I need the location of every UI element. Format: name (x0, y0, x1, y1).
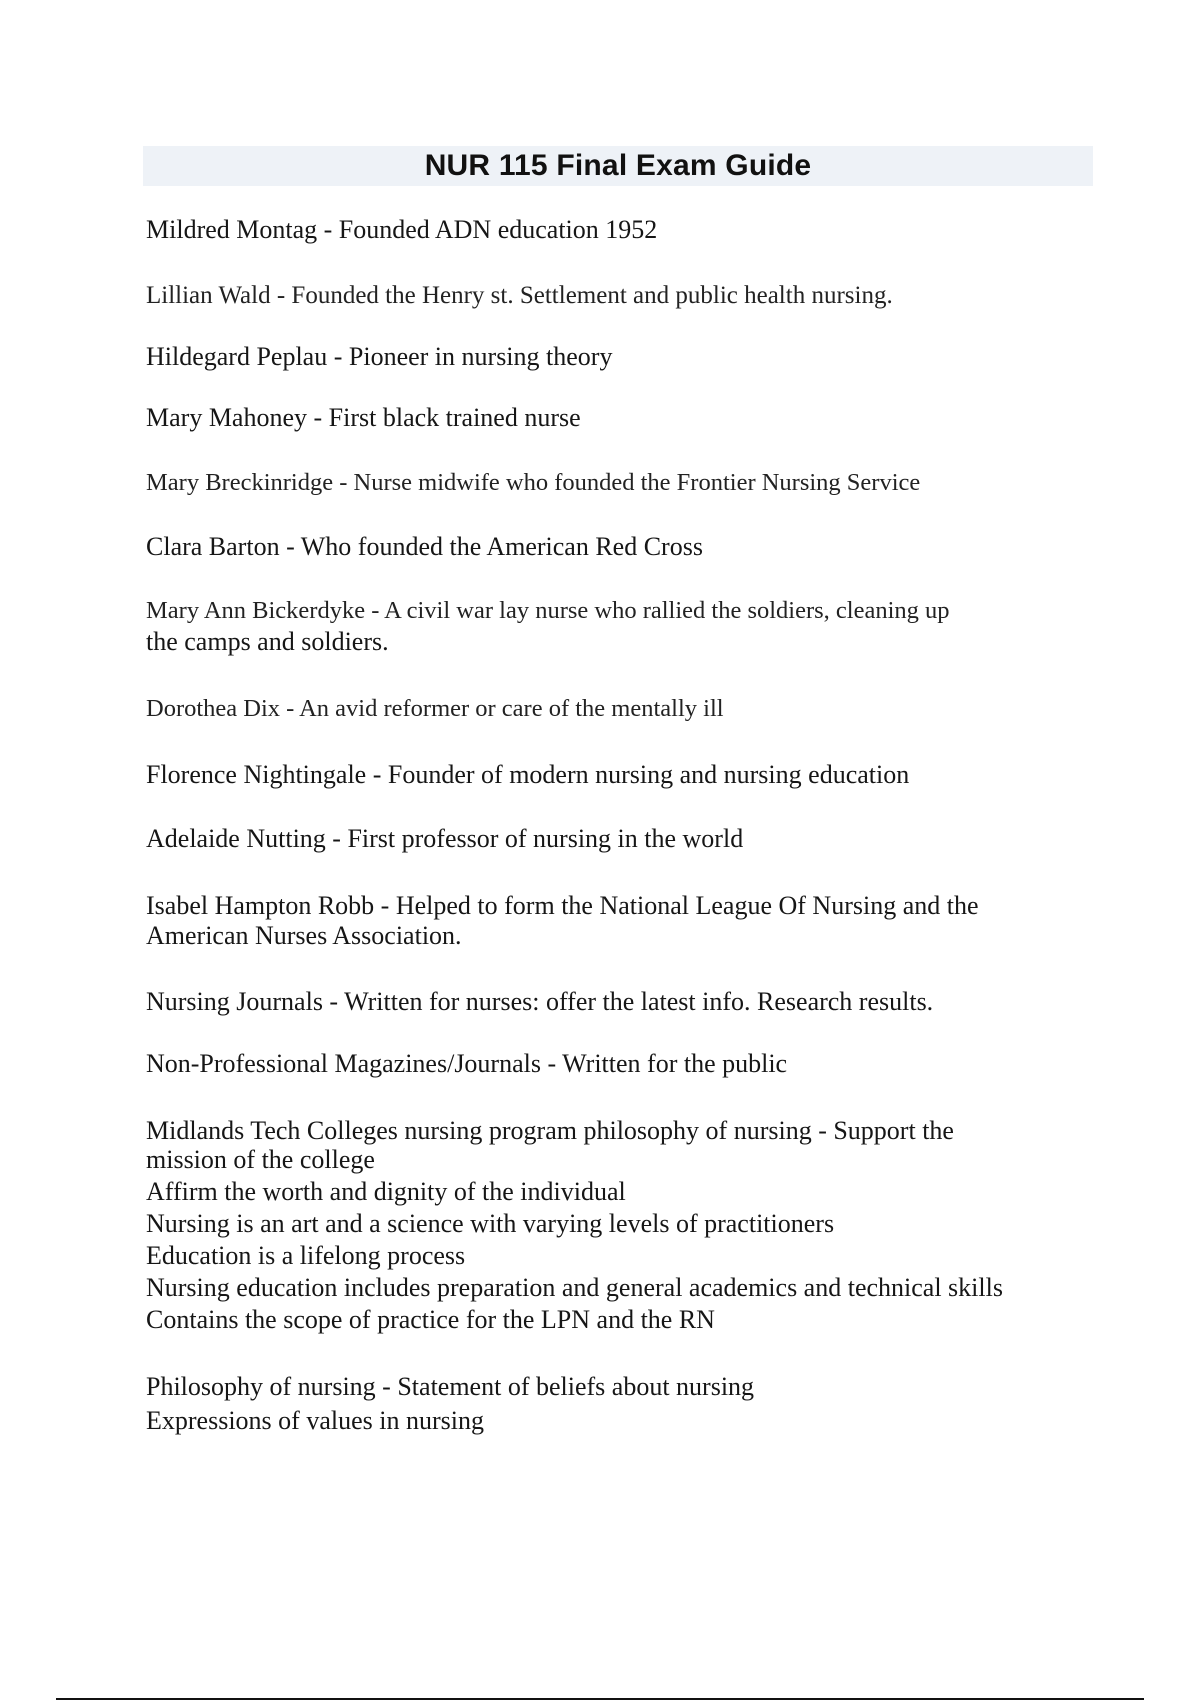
document-title: NUR 115 Final Exam Guide (424, 149, 812, 182)
entry-line: Nursing Journals - Written for nurses: offer the latest info. Research results. (146, 987, 934, 1016)
entry-clara-barton (146, 531, 1091, 562)
entry-hildegard-peplau (146, 341, 1091, 372)
entry-mildred-montag (146, 214, 1091, 245)
entry-line: mission of the college (146, 1145, 375, 1174)
entry-midlands-tech-philosophy (146, 1115, 1091, 1336)
entry-line: Hildegard Peplau - Pioneer in nursing theory (146, 342, 613, 371)
entry-line: Contains the scope of practice for the LPN and the RN (146, 1305, 715, 1334)
entry-florence-nightingale (146, 759, 1091, 790)
entry-nursing-journals (146, 986, 1091, 1017)
entry-line: Clara Barton - Who founded the American Red Cross (146, 532, 703, 561)
entry-line: Dorothea Dix - An avid reformer or care of the mentally ill (146, 695, 724, 722)
entry-line: Adelaide Nutting - First professor of nursing in the world (146, 824, 744, 853)
entry-mary-ann-bickerdyke (146, 595, 1091, 657)
entry-line: the camps and soldiers. (146, 627, 389, 656)
entry-line: Mary Ann Bickerdyke - A civil war lay nurse who rallied the soldiers, cleaning up (146, 597, 950, 624)
entry-line: Nursing education includes preparation and general academics and technical skills (146, 1273, 1003, 1302)
entry-line: Nursing is an art and a science with varying levels of practitioners (146, 1209, 835, 1238)
entry-line: Education is a lifelong process (146, 1241, 466, 1270)
entry-line: Mary Breckinridge - Nurse midwife who founded the Frontier Nursing Service (146, 469, 921, 496)
entry-dorothea-dix (146, 693, 1091, 724)
title-banner (143, 146, 1093, 186)
entry-line: Midlands Tech Colleges nursing program philosophy of nursing - Support the (146, 1116, 954, 1145)
entry-adelaide-nutting (146, 823, 1091, 854)
entry-line: Mary Mahoney - First black trained nurse (146, 403, 581, 432)
entry-line: Florence Nightingale - Founder of modern nursing and nursing education (146, 760, 910, 789)
entry-line: Philosophy of nursing - Statement of beliefs about nursing (146, 1372, 755, 1401)
entry-mary-breckinridge (146, 467, 1091, 498)
entry-line: Isabel Hampton Robb - Helped to form the National League Of Nursing and the (146, 891, 979, 920)
entry-philosophy-of-nursing (146, 1370, 1091, 1438)
entry-line: Affirm the worth and dignity of the individual (146, 1177, 626, 1206)
entry-line: Expressions of values in nursing (146, 1406, 484, 1435)
entry-mary-mahoney (146, 402, 1091, 433)
entry-isabel-hampton-robb (146, 891, 1091, 951)
entry-lillian-wald (146, 280, 1091, 311)
entry-non-professional-magazines (146, 1048, 1091, 1079)
entry-line: Lillian Wald - Founded the Henry st. Settlement and public health nursing. (146, 282, 893, 309)
entry-line: Non-Professional Magazines/Journals - Written for the public (146, 1049, 788, 1078)
entry-line: American Nurses Association. (146, 921, 462, 950)
entry-line: Mildred Montag - Founded ADN education 1952 (146, 215, 658, 244)
document-body (146, 214, 1091, 1438)
